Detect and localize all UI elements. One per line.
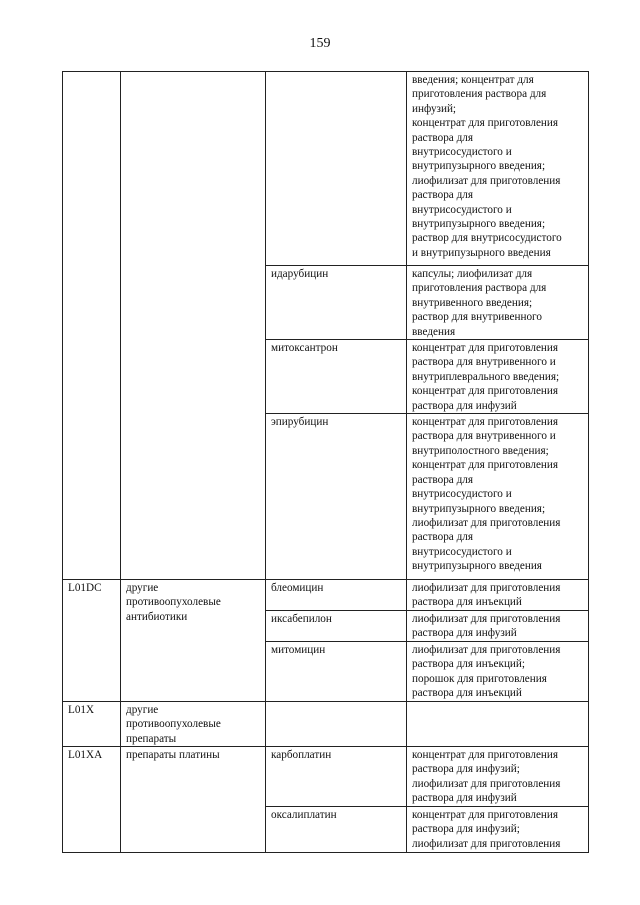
group-name-cell: препараты платины [121, 746, 266, 852]
group-name-cell [121, 72, 266, 580]
dosage-forms-cell: введения; концентрат для приготовления раствора для инфузий; концентрат для приготовления раствора для внутрисосудистого и внутрипузырного введения; лиофилизат для приготовления раствора для внутрисосудистого и внутрипузырного введения; раствор для внутрисосудистого и внутрипузырного введения [407, 72, 589, 266]
drug-name-cell: оксалиплатин [266, 806, 407, 852]
dosage-forms-cell: лиофилизат для приготовления раствора для инъекций; порошок для приготовления раствора для инъекций [407, 641, 589, 701]
dosage-forms-cell: лиофилизат для приготовления раствора для инфузий [407, 610, 589, 641]
drug-name-cell: митомицин [266, 641, 407, 701]
table-row [63, 580, 589, 611]
drug-name-cell: блеомицин [266, 580, 407, 611]
group-name-cell: другие противоопухолевые препараты [121, 701, 266, 746]
atc-code-cell: L01DC [63, 580, 121, 702]
drug-name-cell: митоксантрон [266, 340, 407, 414]
dosage-forms-cell [407, 701, 589, 746]
table-row [63, 746, 589, 806]
atc-code-cell [63, 72, 121, 580]
page-number: 159 [309, 36, 331, 51]
drug-name-cell: идарубицин [266, 266, 407, 340]
group-name-cell: другие противоопухолевые антибиотики [121, 580, 266, 702]
atc-code-cell: L01XA [63, 746, 121, 852]
drug-name-cell [266, 701, 407, 746]
table-row [63, 72, 589, 266]
dosage-forms-cell: капсулы; лиофилизат для приготовления раствора для внутривенного введения; раствор для внутривенного введения [407, 266, 589, 340]
drug-name-cell: иксабепилон [266, 610, 407, 641]
atc-code-cell: L01X [63, 701, 121, 746]
drug-name-cell [266, 72, 407, 266]
dosage-forms-cell: лиофилизат для приготовления раствора для инъекций [407, 580, 589, 611]
dosage-forms-cell: концентрат для приготовления раствора для внутривенного и внутриполостного введения; концентрат для приготовления раствора для внутрисосудистого и внутрипузырного введения; лиофилизат для приготовления раствора для внутрисосудистого и внутрипузырного введения [407, 414, 589, 580]
dosage-forms-cell: концентрат для приготовления раствора для внутривенного и внутриплеврального введения; концентрат для приготовления раствора для инфузий [407, 340, 589, 414]
drug-table [62, 71, 589, 853]
drug-name-cell: эпирубицин [266, 414, 407, 580]
dosage-forms-cell: концентрат для приготовления раствора для инфузий; лиофилизат для приготовления [407, 806, 589, 852]
table-row [63, 701, 589, 746]
dosage-forms-cell: концентрат для приготовления раствора для инфузий; лиофилизат для приготовления раствора для инфузий [407, 746, 589, 806]
drug-name-cell: карбоплатин [266, 746, 407, 806]
